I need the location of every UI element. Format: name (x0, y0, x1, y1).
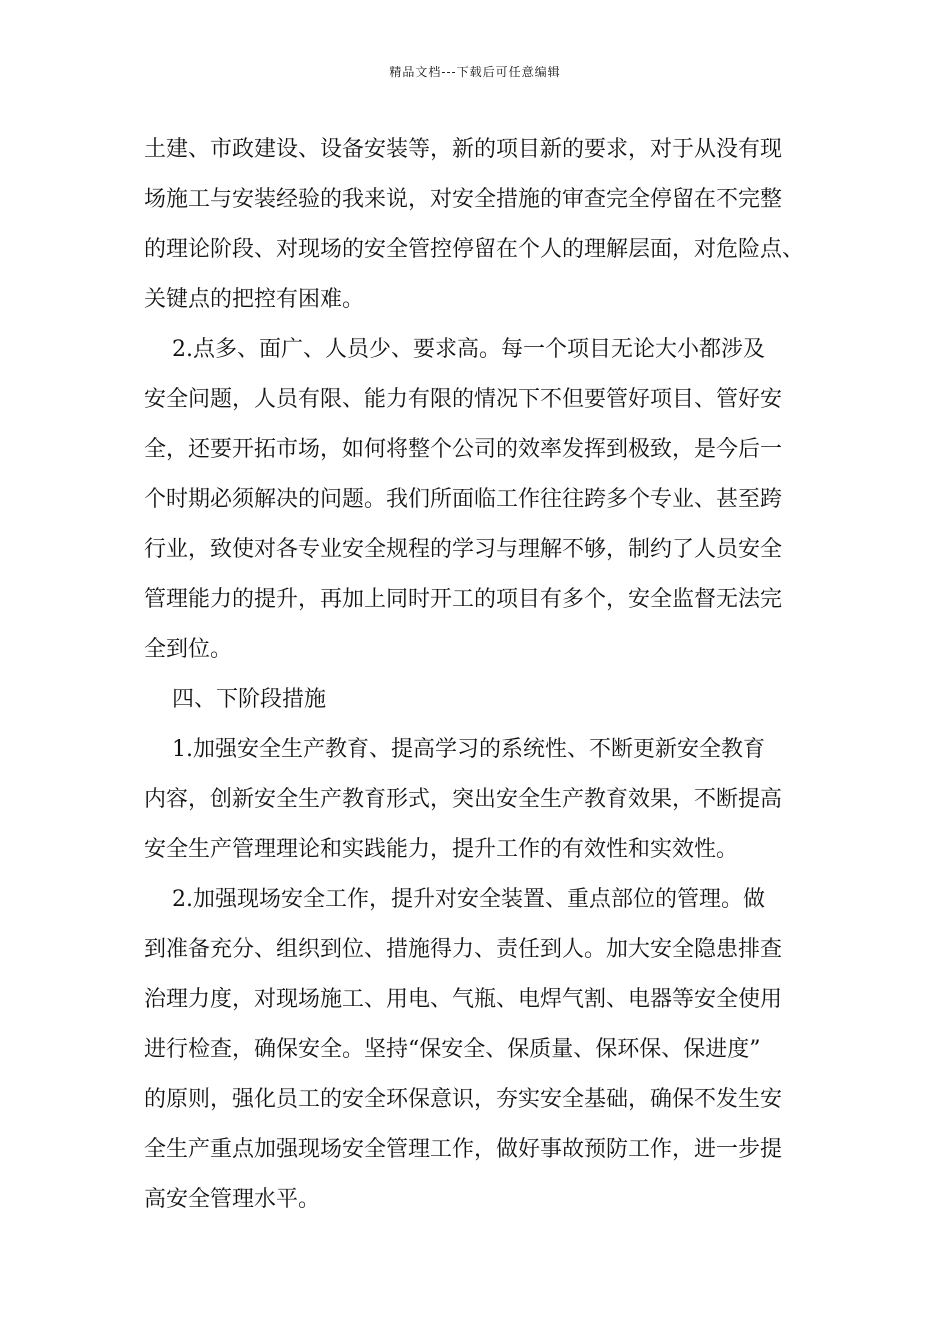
text-line: 进行检查，确保安全。坚持“保安全、保质量、保环保、保进度” (144, 1037, 761, 1062)
text-line: 行业，致使对各专业安全规程的学习与理解不够，制约了人员安全 (144, 537, 783, 562)
text-line: 安全问题，人员有限、能力有限的情况下不但要管好项目、管好安 (144, 387, 783, 412)
text-line: 管理能力的提升，再加上同时开工的项目有多个，安全监督无法完 (144, 587, 783, 612)
text-line: 1.加强安全生产教育、提高学习的系统性、不断更新安全教育 (144, 737, 765, 762)
text-line: 2.点多、面广、人员少、要求高。每一个项目无论大小都涉及 (144, 337, 765, 362)
text-line: 到准备充分、组织到位、措施得力、责任到人。加大安全隐患排查 (144, 937, 783, 962)
text-line: 场施工与安装经验的我来说，对安全措施的审查完全停留在不完整 (144, 187, 783, 212)
text-line: 关键点的把控有困难。 (144, 287, 365, 312)
text-line: 全到位。 (144, 637, 233, 662)
text-line: 内容，创新安全生产教育形式，突出安全生产教育效果，不断提高 (144, 787, 783, 812)
text-line: 高安全管理水平。 (144, 1187, 321, 1212)
text-line: 全生产重点加强现场安全管理工作，做好事故预防工作，进一步提 (144, 1137, 783, 1162)
text-line: 土建、市政建设、设备安装等，新的项目新的要求，对于从没有现 (144, 137, 783, 162)
text-line: 全，还要开拓市场，如何将整个公司的效率发挥到极致，是今后一 (144, 437, 783, 462)
page-header: 精品文档---下载后可任意编辑 (389, 65, 561, 79)
text-line: 治理力度，对现场施工、用电、气瓶、电焊气割、电器等安全使用 (144, 987, 783, 1012)
text-line: 安全生产管理理论和实践能力，提升工作的有效性和实效性。 (144, 837, 739, 862)
text-line: 的原则，强化员工的安全环保意识，夯实安全基础，确保不发生安 (144, 1087, 783, 1112)
section-heading: 四、下阶段措施 (144, 687, 326, 712)
text-line: 的理论阶段、对现场的安全管控停留在个人的理解层面，对危险点、 (144, 237, 805, 262)
text-line: 个时期必须解决的问题。我们所面临工作往往跨多个专业、甚至跨 (144, 487, 783, 512)
text-line: 2.加强现场安全工作，提升对安全装置、重点部位的管理。做 (144, 887, 765, 912)
